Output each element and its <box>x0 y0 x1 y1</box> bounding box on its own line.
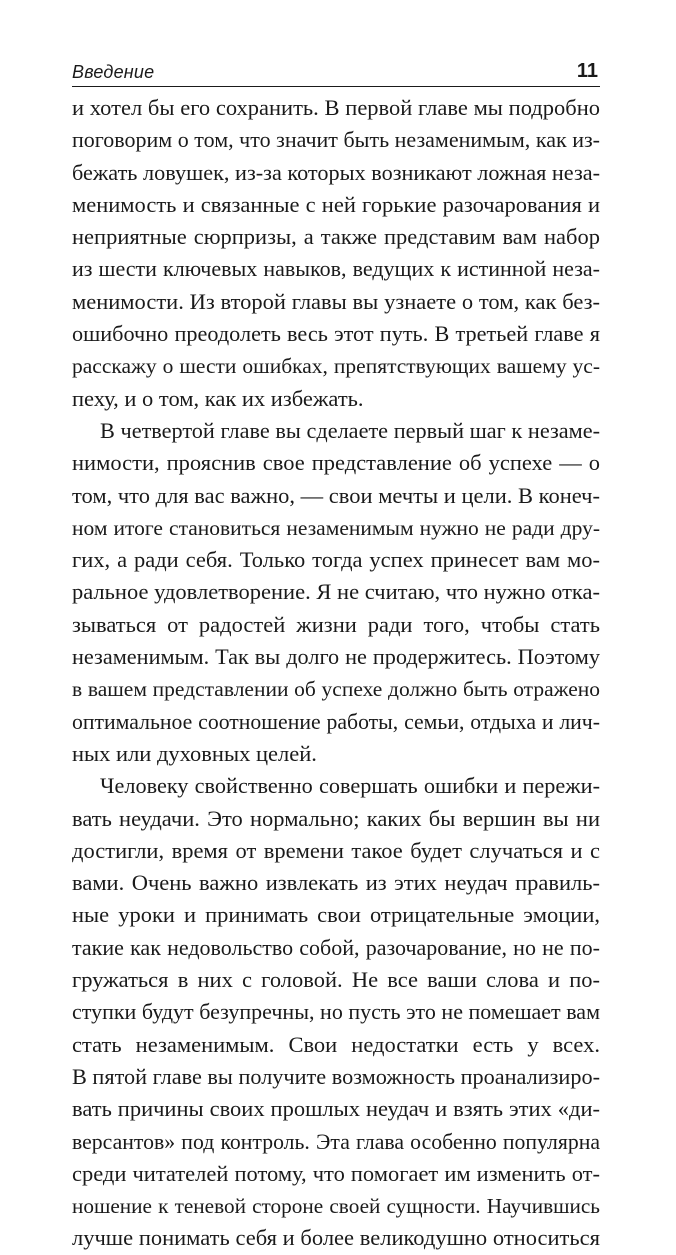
text-line: неприятные сюрпризы, а также представим вам набор <box>72 224 600 250</box>
text-line: вать неудачи. Это нормально; каких бы вершин вы ни <box>72 805 600 831</box>
text-line: оптимальное соотношение работы, семьи, отдыха и лич- <box>72 709 600 734</box>
text-line: и хотел бы его сохранить. В первой главе мы подробно <box>72 95 600 120</box>
header-rule <box>72 86 600 87</box>
text-line: гих, а ради себя. Только тогда успех принесет вам мо- <box>72 547 600 573</box>
running-header <box>72 60 600 86</box>
text-line: В пятой главе вы получите возможность проанализиро- <box>72 1063 600 1089</box>
page-number: 11 <box>576 60 598 82</box>
text-line: ном итоге становиться незаменимым нужно не ради дру- <box>72 515 600 540</box>
text-line: поговорим о том, что значит быть незаменимым, как из- <box>72 127 600 153</box>
body-text <box>72 92 600 1255</box>
text-line: том, что для вас важно, — свои мечты и цели. В конеч- <box>72 482 600 508</box>
text-line: ношение к теневой стороне своей сущности. Научившись <box>72 1194 600 1219</box>
text-line: ные уроки и принимать свои отрицательные эмоции, <box>72 902 600 928</box>
paragraph-last-line: ных или духовных целей. <box>72 740 317 766</box>
text-line: незаменимым. Так вы долго не продержитесь. Поэтому <box>72 644 600 670</box>
paragraph-last-line: пеху, и о том, как их избежать. <box>72 385 364 411</box>
text-line: ступки будут безупречны, но пусть это не помешает вам <box>72 999 600 1025</box>
running-title: Введение <box>72 62 155 82</box>
text-line: расскажу о шести ошибках, препятствующих вашему ус- <box>72 354 600 379</box>
text-line: версантов» под контроль. Эта глава особенно популярна <box>72 1129 600 1154</box>
text-line: вами. Очень важно извлекать из этих неудач правиль- <box>72 870 600 896</box>
text-line: вать причины своих прошлых неудач и взять этих «ди- <box>72 1096 600 1122</box>
text-line: менимости. Из второй главы вы узнаете о том, как без- <box>72 288 600 314</box>
text-line: ошибочно преодолеть весь этот путь. В третьей главе я <box>72 321 600 347</box>
text-line: нимости, прояснив свое представление об успехе — о <box>72 450 600 476</box>
paragraph-first-line: Человеку свойственно совершать ошибки и пережи- <box>100 773 600 799</box>
text-line: в вашем представлении об успехе должно быть отражено <box>72 677 600 702</box>
text-line: стать незаменимым. Свои недостатки есть у всех. <box>72 1031 600 1057</box>
text-line: среди читателей потому, что помогает им изменить от- <box>72 1160 600 1186</box>
text-line: бежать ловушек, из-за которых возникают ложная неза- <box>72 159 601 185</box>
text-line: гружаться в них с головой. Не все ваши слова и по- <box>72 967 600 993</box>
text-line: такие как недовольство собой, разочарование, но не по- <box>72 934 600 960</box>
text-line: из шести ключевых навыков, ведущих к истинной неза- <box>72 256 600 282</box>
text-line: лучше понимать себя и более великодушно относиться <box>72 1225 600 1251</box>
text-line: достигли, время от времени такое будет случаться и с <box>72 837 600 863</box>
text-line: менимость и связанные с ней горькие разочарования и <box>72 191 600 217</box>
text-line: зываться от радостей жизни ради того, чтобы стать <box>72 611 600 637</box>
text-line: ральное удовлетворение. Я не считаю, что нужно отка- <box>72 579 600 605</box>
paragraph-first-line: В четвертой главе вы сделаете первый шаг к незаме- <box>100 417 600 443</box>
